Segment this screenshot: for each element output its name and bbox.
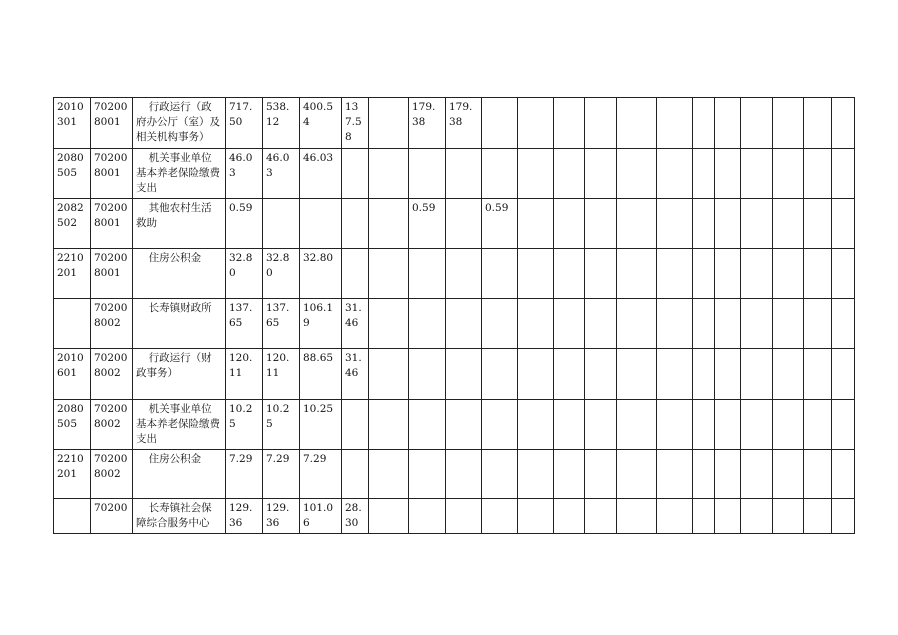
amount-cell: [226, 199, 263, 249]
amount-cell: [693, 349, 715, 400]
amount-cell: [482, 400, 518, 450]
subject-code-cell: [54, 499, 91, 534]
item-name: 机关事业单位基本养老保险缴费支出: [136, 403, 220, 445]
amount-cell: [369, 400, 409, 450]
unit-code-cell: [91, 149, 133, 199]
item-name-cell: [133, 98, 226, 149]
amount-value: 10.25: [229, 403, 253, 430]
amount-cell: [482, 450, 518, 499]
amount-cell: [715, 149, 741, 199]
amount-cell: [693, 98, 715, 149]
amount-value: 7.29: [303, 453, 327, 465]
table-row: [54, 299, 855, 349]
amount-value: 28.30: [345, 502, 362, 529]
amount-cell: [804, 199, 832, 249]
amount-cell: [482, 149, 518, 199]
amount-value: 120.11: [229, 352, 253, 379]
amount-cell: [715, 199, 741, 249]
amount-cell: [773, 299, 804, 349]
amount-cell: [741, 400, 773, 450]
amount-cell: [369, 199, 409, 249]
amount-cell: [226, 499, 263, 534]
amount-cell: [617, 199, 657, 249]
amount-cell: [263, 249, 300, 299]
amount-cell: [693, 299, 715, 349]
amount-cell: [263, 499, 300, 534]
amount-cell: [693, 499, 715, 534]
amount-cell: [832, 249, 855, 299]
item-name: 长寿镇社会保障综合服务中心: [136, 502, 212, 529]
item-name-cell: [133, 299, 226, 349]
amount-cell: [226, 450, 263, 499]
amount-value: 32.80: [229, 252, 253, 279]
subject-code-cell: [54, 199, 91, 249]
amount-cell: [554, 249, 585, 299]
amount-cell: [369, 499, 409, 534]
amount-cell: [832, 149, 855, 199]
unit-code: 702008002: [94, 453, 128, 480]
unit-code: 702008002: [94, 403, 128, 430]
amount-cell: [369, 149, 409, 199]
amount-cell: [342, 149, 369, 199]
amount-cell: [657, 400, 693, 450]
amount-cell: [342, 98, 369, 149]
amount-cell: [741, 149, 773, 199]
amount-cell: [263, 400, 300, 450]
amount-cell: [518, 400, 554, 450]
amount-cell: [369, 450, 409, 499]
amount-cell: [832, 499, 855, 534]
amount-cell: [446, 400, 482, 450]
amount-cell: [617, 349, 657, 400]
amount-cell: [804, 450, 832, 499]
item-name: 行政运行（财政事务）: [136, 352, 212, 379]
amount-cell: [446, 450, 482, 499]
amount-cell: [482, 299, 518, 349]
amount-cell: [263, 149, 300, 199]
item-name: 住房公积金: [148, 252, 202, 264]
amount-cell: [518, 499, 554, 534]
table-row: [54, 98, 855, 149]
amount-cell: [300, 98, 342, 149]
amount-cell: [657, 199, 693, 249]
amount-cell: [446, 98, 482, 149]
unit-code-cell: [91, 299, 133, 349]
amount-cell: [554, 299, 585, 349]
amount-cell: [657, 249, 693, 299]
amount-value: 46.03: [303, 152, 334, 164]
amount-cell: [617, 450, 657, 499]
amount-cell: [832, 450, 855, 499]
amount-cell: [342, 450, 369, 499]
amount-cell: [263, 299, 300, 349]
amount-cell: [226, 249, 263, 299]
amount-value: 179.38: [412, 101, 436, 128]
amount-cell: [409, 149, 446, 199]
amount-cell: [482, 249, 518, 299]
amount-cell: [585, 499, 617, 534]
amount-value: 137.65: [229, 302, 253, 329]
amount-cell: [369, 98, 409, 149]
subject-code: 2080505: [57, 403, 84, 430]
amount-cell: [804, 98, 832, 149]
amount-cell: [369, 299, 409, 349]
amount-cell: [226, 400, 263, 450]
amount-cell: [585, 349, 617, 400]
amount-cell: [585, 98, 617, 149]
amount-value: 7.29: [229, 453, 253, 465]
item-name: 住房公积金: [148, 453, 202, 465]
item-name-cell: [133, 199, 226, 249]
subject-code: 2082502: [57, 202, 84, 229]
subject-code-cell: [54, 98, 91, 149]
amount-cell: [804, 349, 832, 400]
amount-cell: [832, 349, 855, 400]
amount-cell: [446, 299, 482, 349]
amount-value: 32.80: [303, 252, 334, 264]
amount-cell: [342, 249, 369, 299]
amount-cell: [657, 149, 693, 199]
item-name: 行政运行（政府办公厅（室）及相关机构事务）: [136, 101, 220, 143]
amount-cell: [657, 499, 693, 534]
amount-cell: [409, 249, 446, 299]
amount-cell: [585, 249, 617, 299]
unit-code-cell: [91, 98, 133, 149]
unit-code-cell: [91, 450, 133, 499]
amount-cell: [554, 349, 585, 400]
unit-code: 702008001: [94, 101, 128, 128]
amount-cell: [482, 98, 518, 149]
unit-code: 702008001: [94, 202, 128, 229]
item-name-cell: [133, 149, 226, 199]
budget-table: [53, 97, 855, 534]
amount-cell: [585, 199, 617, 249]
amount-cell: [342, 400, 369, 450]
unit-code: 70200: [94, 502, 128, 514]
table-row: [54, 199, 855, 249]
amount-cell: [773, 149, 804, 199]
amount-cell: [832, 199, 855, 249]
amount-value: 31.46: [345, 352, 362, 379]
amount-cell: [518, 299, 554, 349]
unit-code-cell: [91, 349, 133, 400]
amount-cell: [518, 199, 554, 249]
amount-cell: [741, 249, 773, 299]
amount-value: 88.65: [303, 352, 334, 364]
amount-cell: [741, 349, 773, 400]
amount-cell: [226, 149, 263, 199]
table-row: [54, 499, 855, 534]
amount-cell: [369, 349, 409, 400]
amount-cell: [741, 499, 773, 534]
unit-code: 702008001: [94, 152, 128, 179]
amount-cell: [263, 450, 300, 499]
amount-cell: [263, 349, 300, 400]
amount-value: 0.59: [229, 202, 253, 214]
amount-cell: [773, 450, 804, 499]
amount-cell: [263, 98, 300, 149]
amount-cell: [715, 450, 741, 499]
amount-cell: [446, 149, 482, 199]
amount-cell: [554, 98, 585, 149]
amount-cell: [832, 299, 855, 349]
item-name-cell: [133, 499, 226, 534]
amount-cell: [773, 349, 804, 400]
amount-cell: [741, 299, 773, 349]
amount-value: 717.50: [229, 101, 253, 128]
amount-cell: [518, 450, 554, 499]
amount-cell: [409, 98, 446, 149]
table-row: [54, 450, 855, 499]
amount-cell: [741, 199, 773, 249]
unit-code-cell: [91, 499, 133, 534]
amount-cell: [693, 400, 715, 450]
amount-cell: [226, 349, 263, 400]
item-name: 机关事业单位基本养老保险缴费支出: [136, 152, 220, 194]
amount-cell: [693, 249, 715, 299]
amount-cell: [657, 450, 693, 499]
amount-cell: [342, 199, 369, 249]
amount-cell: [715, 349, 741, 400]
subject-code-cell: [54, 149, 91, 199]
amount-cell: [715, 499, 741, 534]
amount-cell: [617, 299, 657, 349]
amount-cell: [518, 149, 554, 199]
amount-cell: [804, 400, 832, 450]
item-name-cell: [133, 400, 226, 450]
amount-value: 0.59: [412, 202, 436, 214]
amount-cell: [773, 499, 804, 534]
amount-cell: [409, 499, 446, 534]
unit-code-cell: [91, 400, 133, 450]
item-name-cell: [133, 349, 226, 400]
amount-cell: [482, 499, 518, 534]
amount-cell: [657, 299, 693, 349]
amount-cell: [226, 98, 263, 149]
amount-cell: [300, 450, 342, 499]
amount-cell: [617, 98, 657, 149]
amount-value: 137.65: [266, 302, 290, 329]
table-row: [54, 400, 855, 450]
amount-cell: [300, 149, 342, 199]
amount-cell: [409, 349, 446, 400]
amount-cell: [482, 349, 518, 400]
amount-value: 129.36: [266, 502, 290, 529]
amount-cell: [342, 499, 369, 534]
amount-cell: [409, 450, 446, 499]
amount-cell: [715, 400, 741, 450]
amount-cell: [300, 349, 342, 400]
amount-cell: [300, 499, 342, 534]
amount-value: 10.25: [266, 403, 290, 430]
subject-code: 2210201: [57, 453, 84, 480]
amount-cell: [300, 249, 342, 299]
amount-value: 31.46: [345, 302, 362, 329]
amount-value: 538.12: [266, 101, 290, 128]
table-row: [54, 149, 855, 199]
amount-cell: [617, 400, 657, 450]
amount-cell: [482, 199, 518, 249]
amount-cell: [585, 299, 617, 349]
amount-cell: [657, 349, 693, 400]
amount-cell: [773, 98, 804, 149]
amount-value: 46.03: [266, 152, 290, 179]
amount-cell: [446, 249, 482, 299]
subject-code-cell: [54, 299, 91, 349]
amount-cell: [518, 349, 554, 400]
amount-cell: [300, 400, 342, 450]
amount-cell: [585, 450, 617, 499]
amount-cell: [693, 450, 715, 499]
item-name: 长寿镇财政所: [148, 302, 212, 314]
subject-code-cell: [54, 249, 91, 299]
amount-cell: [554, 199, 585, 249]
amount-cell: [773, 400, 804, 450]
item-name: 其他农村生活救助: [136, 202, 212, 229]
amount-cell: [804, 149, 832, 199]
amount-cell: [446, 199, 482, 249]
amount-value: 32.80: [266, 252, 290, 279]
amount-cell: [554, 450, 585, 499]
amount-cell: [773, 249, 804, 299]
amount-cell: [773, 199, 804, 249]
amount-cell: [409, 299, 446, 349]
amount-cell: [617, 149, 657, 199]
subject-code: 2210201: [57, 252, 84, 279]
amount-cell: [804, 299, 832, 349]
amount-value: 101.06: [303, 502, 334, 529]
amount-cell: [300, 299, 342, 349]
unit-code: 702008002: [94, 302, 128, 329]
amount-cell: [342, 299, 369, 349]
amount-cell: [741, 98, 773, 149]
amount-value: 120.11: [266, 352, 290, 379]
amount-cell: [554, 400, 585, 450]
unit-code-cell: [91, 199, 133, 249]
amount-cell: [518, 98, 554, 149]
unit-code: 702008001: [94, 252, 128, 279]
amount-cell: [715, 249, 741, 299]
amount-cell: [693, 199, 715, 249]
amount-cell: [554, 149, 585, 199]
subject-code: 2080505: [57, 152, 84, 179]
amount-cell: [342, 349, 369, 400]
subject-code: 2010601: [57, 352, 84, 379]
amount-cell: [554, 499, 585, 534]
unit-code: 702008002: [94, 352, 128, 379]
amount-cell: [300, 199, 342, 249]
amount-cell: [617, 249, 657, 299]
amount-cell: [518, 249, 554, 299]
amount-cell: [226, 299, 263, 349]
amount-cell: [804, 249, 832, 299]
amount-cell: [446, 499, 482, 534]
amount-value: 106.19: [303, 302, 334, 329]
amount-cell: [741, 450, 773, 499]
amount-cell: [832, 98, 855, 149]
amount-value: 400.54: [303, 101, 334, 128]
amount-value: 129.36: [229, 502, 253, 529]
amount-value: 179.38: [449, 101, 473, 128]
amount-value: 137.58: [345, 101, 362, 143]
amount-cell: [585, 149, 617, 199]
subject-code-cell: [54, 349, 91, 400]
amount-cell: [832, 400, 855, 450]
amount-cell: [657, 98, 693, 149]
amount-cell: [446, 349, 482, 400]
amount-value: 7.29: [266, 453, 290, 465]
amount-cell: [804, 499, 832, 534]
item-name-cell: [133, 450, 226, 499]
amount-cell: [585, 400, 617, 450]
amount-cell: [409, 199, 446, 249]
amount-cell: [263, 199, 300, 249]
amount-cell: [715, 98, 741, 149]
unit-code-cell: [91, 249, 133, 299]
item-name-cell: [133, 249, 226, 299]
table-row: [54, 349, 855, 400]
amount-value: 46.03: [229, 152, 253, 179]
amount-cell: [409, 400, 446, 450]
subject-code: 2010301: [57, 101, 84, 128]
amount-cell: [715, 299, 741, 349]
amount-value: 10.25: [303, 403, 334, 415]
amount-cell: [369, 249, 409, 299]
amount-value: 0.59: [485, 202, 509, 214]
table-row: [54, 249, 855, 299]
subject-code-cell: [54, 400, 91, 450]
subject-code-cell: [54, 450, 91, 499]
amount-cell: [617, 499, 657, 534]
amount-cell: [693, 149, 715, 199]
